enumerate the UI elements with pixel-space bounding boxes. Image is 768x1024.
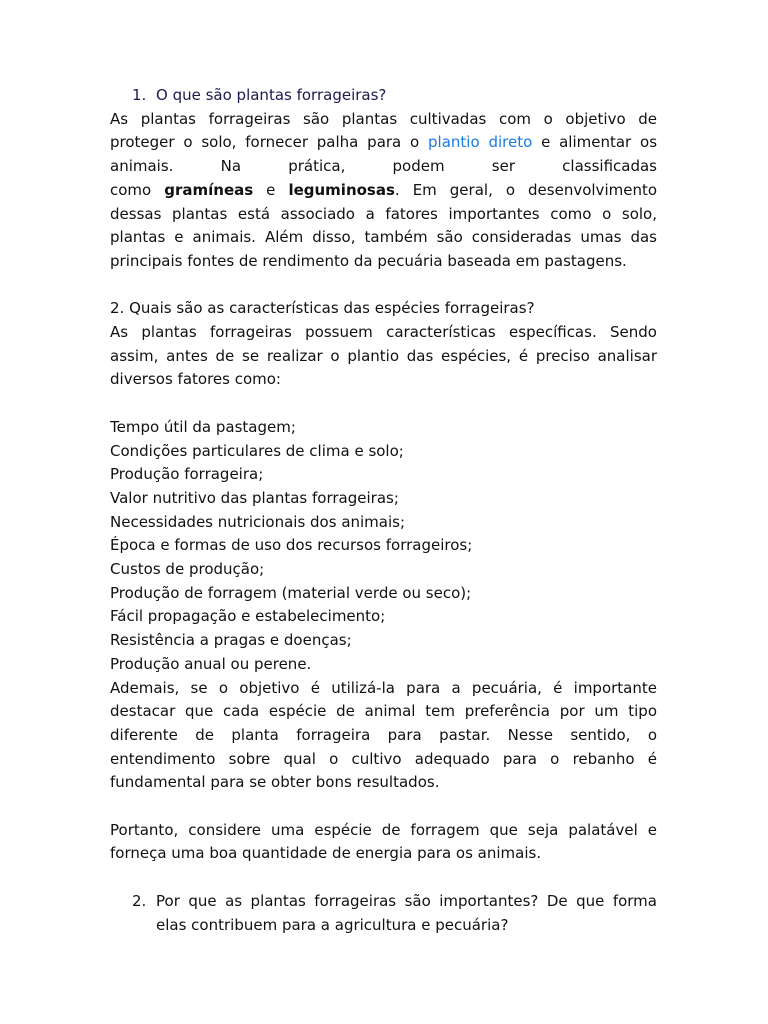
factor-item: Resistência a pragas e doenças; [110,631,352,650]
paragraph-line: dessas plantas está associado a fatores importantes como o solo, [110,204,657,223]
paragraph-portanto: Portanto, considere uma espécie de forragem que seja palatável e forneça uma boa quantidade de energia para os animais. [110,820,657,863]
paragraph-line [110,131,657,155]
spacer [110,274,657,298]
bold-term-gramineas: gramíneas [164,180,254,199]
factor-item: Custos de produção; [110,560,265,579]
list-number: 1. [132,86,147,104]
list-number: 2. [132,891,147,910]
document-body [110,84,657,937]
question-1-title: O que são plantas forrageiras? [156,86,387,104]
text-run: proteger o solo, fornecer palha para o [110,133,429,152]
text-run: como [110,180,165,199]
factors-list [110,416,657,677]
spacer [110,392,657,416]
text-run: e [253,180,289,199]
factor-item: Fácil propagação e estabelecimento; [110,607,386,626]
factor-item: Época e formas de uso dos recursos forrageiros; [110,536,473,555]
paragraph-line: principais fontes de rendimento da pecuária baseada em pastagens. [110,251,627,270]
paragraph-pecuaria: Ademais, se o objetivo é utilizá-la para a pecuária, é importante destacar que cada espécie de animal tem preferência por um tipo diferente de planta forrageira para pastar. Nesse sentido, o entendimento sobre qual o cultivo adequado para o rebanho é fundamental para se obter bons resultados. [110,678,657,792]
factor-item: Valor nutritivo das plantas forrageiras; [110,488,399,507]
spacer [110,866,657,890]
factor-item: Produção anual ou perene. [110,654,312,673]
paragraph-line: As plantas forrageiras são plantas cultivadas com o objetivo de [110,109,657,128]
bold-term-leguminosas: leguminosas [288,180,395,199]
question-2-intro: As plantas forrageiras possuem características específicas. Sendo assim, antes de se realizar o plantio das espécies, é preciso analisar diversos fatores como: [110,323,657,389]
spacer [110,795,657,819]
text-run: e alimentar os [532,133,658,152]
text-run: . Em geral, o desenvolvimento [394,180,658,199]
answer-1-paragraph [110,108,657,274]
paragraph-line [110,179,657,203]
plantio-direto-link[interactable]: plantio direto [428,133,533,152]
paragraph-line: plantas e animais. Além disso, também são consideradas umas das [110,228,657,247]
question-3 [132,890,657,937]
question-3-text: Por que as plantas forrageiras são importantes? De que forma elas contribuem para a agricultura e pecuária? [156,891,657,934]
factor-item: Condições particulares de clima e solo; [110,441,404,460]
factor-item: Produção de forragem (material verde ou seco); [110,583,472,602]
factor-item: Tempo útil da pastagem; [110,417,296,436]
factor-item: Necessidades nutricionais dos animais; [110,512,406,531]
question-2-title: 2. Quais são as características das espécies forrageiras? [110,299,535,318]
factor-item: Produção forrageira; [110,465,264,484]
question-1-heading [132,84,657,108]
paragraph-line: animais. Na prática, podem ser classificadas [110,157,657,176]
